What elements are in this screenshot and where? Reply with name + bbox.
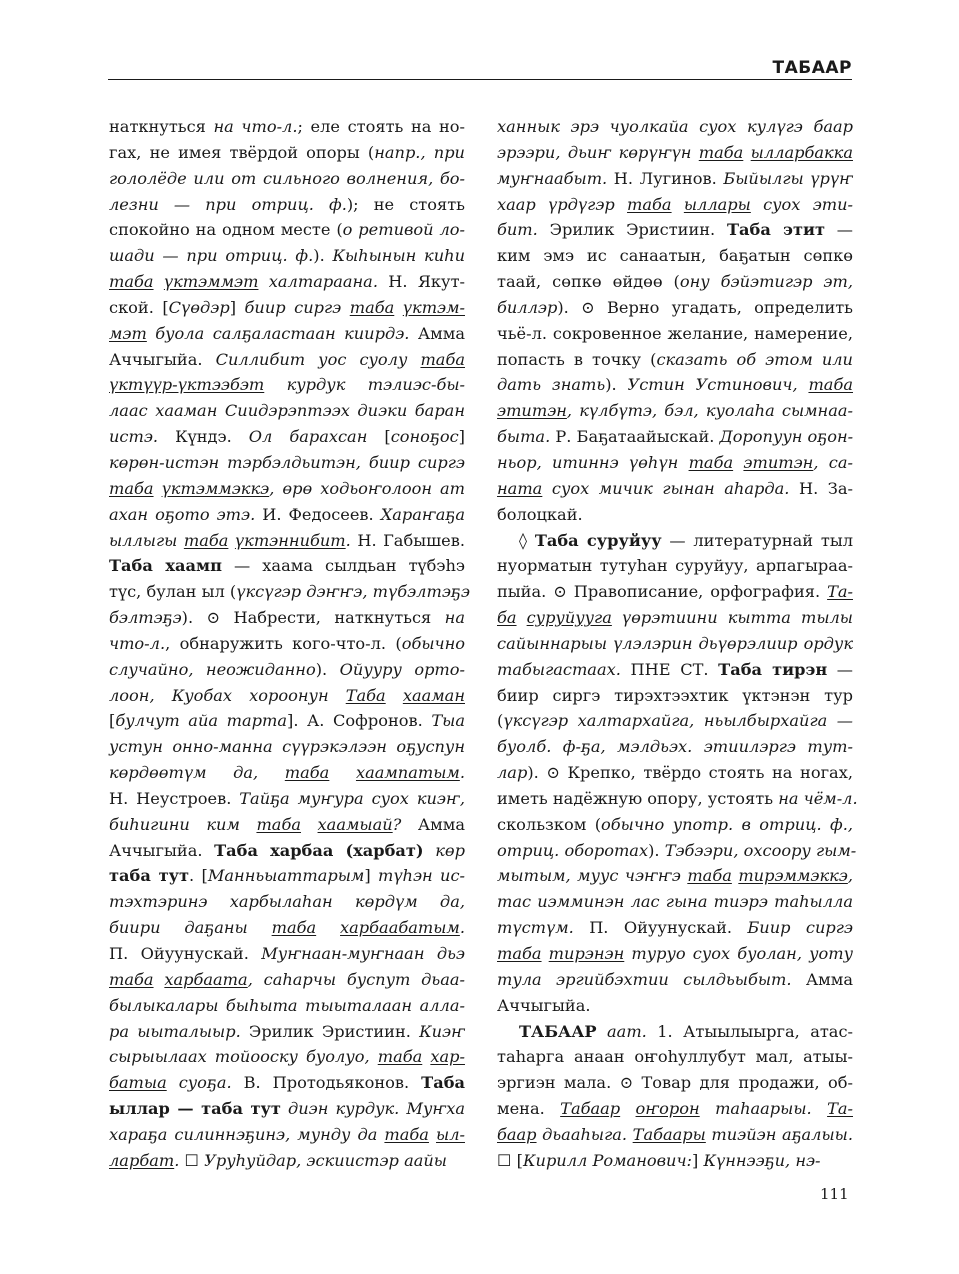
text-line: эргиэн мала. ⊙ Товар для продажи, об- [497, 1073, 853, 1093]
text-line: ната суох мичик гынан аһарда. Н. За- [497, 478, 853, 498]
page-number: 111 [820, 1185, 849, 1203]
text-line: Н. Неустроев. Тайҕа муҥура суох киэҥ, [109, 788, 465, 808]
text-line: (үксүгэр халтархайга, ньылбырхайга — [497, 711, 853, 731]
text-line: ☐ [Кирилл Романович:] Күннээҕи, нэ- [497, 1150, 821, 1170]
text-line: гололёде или от сильного волнения, бо- [109, 168, 465, 188]
text-line: таһарга анаан оҥоһуллубут мал, атыы- [497, 1047, 853, 1067]
text-line: шади — при отриц. ф.). Кыһынын киһи [109, 246, 465, 266]
text-line: лезни — при отриц. ф.); не стоять [109, 194, 465, 214]
text-line: чьё-л. сокровенное желание, намерение, [497, 323, 853, 343]
text-line: бит. Эрилик Эристиин. Таба этит — [497, 220, 853, 240]
text-line: биһигини ким таба хаамыай? Амма [109, 814, 465, 834]
text-line: табыгастаах. ПНЕ СТ. Таба тирэн — [497, 659, 853, 679]
text-line: сайыннарыы үлэлэрин дьүөрэлиир ордук [497, 633, 853, 653]
text-line: таай, сөпкө өйдөө (ону бэйэтигэр эт, [497, 272, 853, 292]
text-line: лоон, Куобах хороонун Таба хааман [109, 685, 465, 705]
text-line: хараҕа силиннэҕинэ, мунду да таба ыл- [109, 1124, 465, 1144]
text-line: көрөн-истэн тэрбэлдьитэн, биир сиргэ [109, 452, 465, 472]
text-line: баар дьааһыга. Табаары тиэйэн аҕалыы. [497, 1124, 853, 1144]
header-title: ТАБААР [772, 58, 852, 78]
text-line: попасть в точку (сказать об этом или [497, 349, 853, 369]
text-line: Аччыгыйа. Силлибит уос суолу таба [109, 349, 465, 369]
right-column [497, 114, 858, 1174]
text-line: ларбат. ☐ Уруһуйдар, эскиистэр аайы [109, 1150, 447, 1170]
text-line: гах, не имея твёрдой опоры (напр., при [109, 142, 465, 162]
text-line: таба үктэммэккэ, өрө ходьоҥолоон ат [109, 478, 465, 498]
text-line: нуорматын тутуһан суруйуу, арпагыраа- [497, 556, 853, 576]
text-line: болоцкай. [497, 504, 583, 524]
text-line: ахан оҕото этэ. И. Федосеев. Хараҥаҕа [109, 504, 465, 524]
text-line: биир сиргэ тирэхтээхтик үктэнэн тур [497, 685, 853, 705]
text-line: ньор, итиннэ үөһүн таба этитэн, са- [497, 452, 853, 472]
text-line: ким эмэ ис санаатын, баҕатын сөпкө [497, 246, 853, 266]
text-line: мытым, муус чэҥҥэ таба тирэммэккэ, [497, 866, 853, 886]
text-line: биллэр). ⊙ Верно угадать, определить [497, 297, 853, 317]
text-line: мэт буола салҕаластаан киирдэ. Амма [109, 323, 465, 343]
text-line: батыа суоҕа. В. Протодьяконов. Таба [109, 1073, 465, 1093]
text-line: эрээри, дьиҥ көрүҥүн таба ылларбакка [497, 142, 853, 162]
text-line: лаас хааман Сиидэрэптээх диэки баран [109, 401, 465, 421]
text-line: биири даҕаны таба харбаабатым. [109, 918, 465, 938]
text-line: таба тирэнэн туруо суох буолан, уоту [497, 944, 853, 963]
header-rule [108, 79, 852, 80]
text-line: лар). ⊙ Крепко, твёрдо стоять на ногах, [497, 763, 853, 783]
text-line: отриц. оборотах). Тэбээри, охсоору гым- [497, 840, 857, 860]
text-line: что-л., обнаружить кого-что-л. (обычно [109, 633, 465, 653]
text-line: устун онно-манна сүүрэкэлээн оҕуспун [109, 737, 465, 757]
text-line: муҥнаабыт. Н. Лугинов. Быйылгы үрүҥ [497, 168, 853, 188]
text-line: түстүм. П. Ойуунускай. Биир сиргэ [497, 918, 853, 938]
text-line: ◊ Таба суруйуу — литературнай тыл [519, 530, 853, 550]
text-line: спокойно на одном месте (о ретивой ло- [109, 220, 465, 240]
text-line: хаар үрдүгэр таба ыллары суох эти- [497, 194, 854, 214]
text-line: П. Ойуунускай. Муҥнаан-муҥнаан дьэ [109, 944, 466, 963]
text-line: Аччыгыйа. [497, 995, 591, 1015]
text-line: тас иэмминэн лас гына тиэрэ таһылла [497, 892, 853, 912]
text-line: ТАБААР аат. 1. Атыылыырга, атас- [519, 1021, 853, 1041]
text-line: мена. Табаар оҥорон таһаарыы. Та- [497, 1099, 853, 1119]
text-line: скользком (обычно употр. в отриц. ф., [497, 814, 853, 834]
text-line: ской. [Сүөдэр] биир сиргэ таба үктэм- [109, 297, 465, 317]
text-line: сырыылаах тойооску буолуо, таба хар- [109, 1047, 465, 1067]
text-line: иметь надёжную опору, устоять на чём-л. [497, 788, 858, 808]
text-line: этитэн, күлбүтэ, бэл, куолаһа сымнаа- [497, 401, 853, 421]
text-line: таба харбаата, саһарчы буспут дьаа- [109, 969, 465, 989]
text-line: түс, булан ыл (үксүгэр дэҥҥэ, түбэлтэҕэ [109, 582, 470, 602]
text-line: ра ыыталыыр. Эрилик Эристиин. Киэҥ [109, 1021, 465, 1041]
text-line: Аччыгыйа. Таба харбаа (харбат) көр [109, 840, 465, 860]
text-line: таба тут. [Манньыаттарым] түһэн ис- [109, 866, 465, 886]
text-line: ба суруйууга үөрэтиини кытта тылы [497, 608, 853, 628]
text-line: [булчут айа тарта]. А. Софронов. Тыа [109, 711, 465, 731]
text-line: ыллар — таба тут диэн курдук. Муҥха [109, 1099, 466, 1119]
text-line: дать знать). Устин Устинович, таба [497, 375, 853, 395]
text-line: наткнуться на что-л.; еле стоять на но- [109, 117, 466, 136]
text-line: Таба хаамп — хаама сылдьан түбэһэ [109, 556, 465, 576]
text-line: быта. Р. Баҕатаайыскай. Доропуун оҕон- [497, 427, 854, 447]
left-column [109, 114, 470, 1174]
text-line: үктүүр-үктээбэт курдук тэлиэс-бы- [109, 375, 465, 395]
text-line: буолб. ф-ҕа, мэлдьэх. этиилэргэ тут- [497, 737, 853, 757]
text-line: ханнык эрэ чуолкайа суох кулүгэ баар [497, 117, 853, 136]
text-line: былыкалары быһыта тыыталаан алла- [109, 995, 465, 1015]
text-line: тэхтэринэ харбылаһан көрдүм да, [109, 892, 465, 912]
text-line: истэ. Күндэ. Ол барахсан [соноҕос] [109, 427, 465, 447]
text-line: бэлтэҕэ). ⊙ Набрести, наткнуться на [109, 608, 465, 628]
text-line: случайно, неожиданно). Ойууру орто- [109, 659, 465, 679]
text-line: тула эргийбэхтии сылдьыбыт. Амма [497, 969, 853, 989]
text-line: ыллыгы таба үктэннибит. Н. Габышев. [109, 530, 465, 550]
text-line: көрдөөтүм да, таба хаампатым. [109, 763, 465, 783]
text-line: таба үктэммэт халтараана. Н. Якут- [109, 272, 465, 292]
text-line: пыйа. ⊙ Правописание, орфография. Та- [497, 582, 853, 602]
